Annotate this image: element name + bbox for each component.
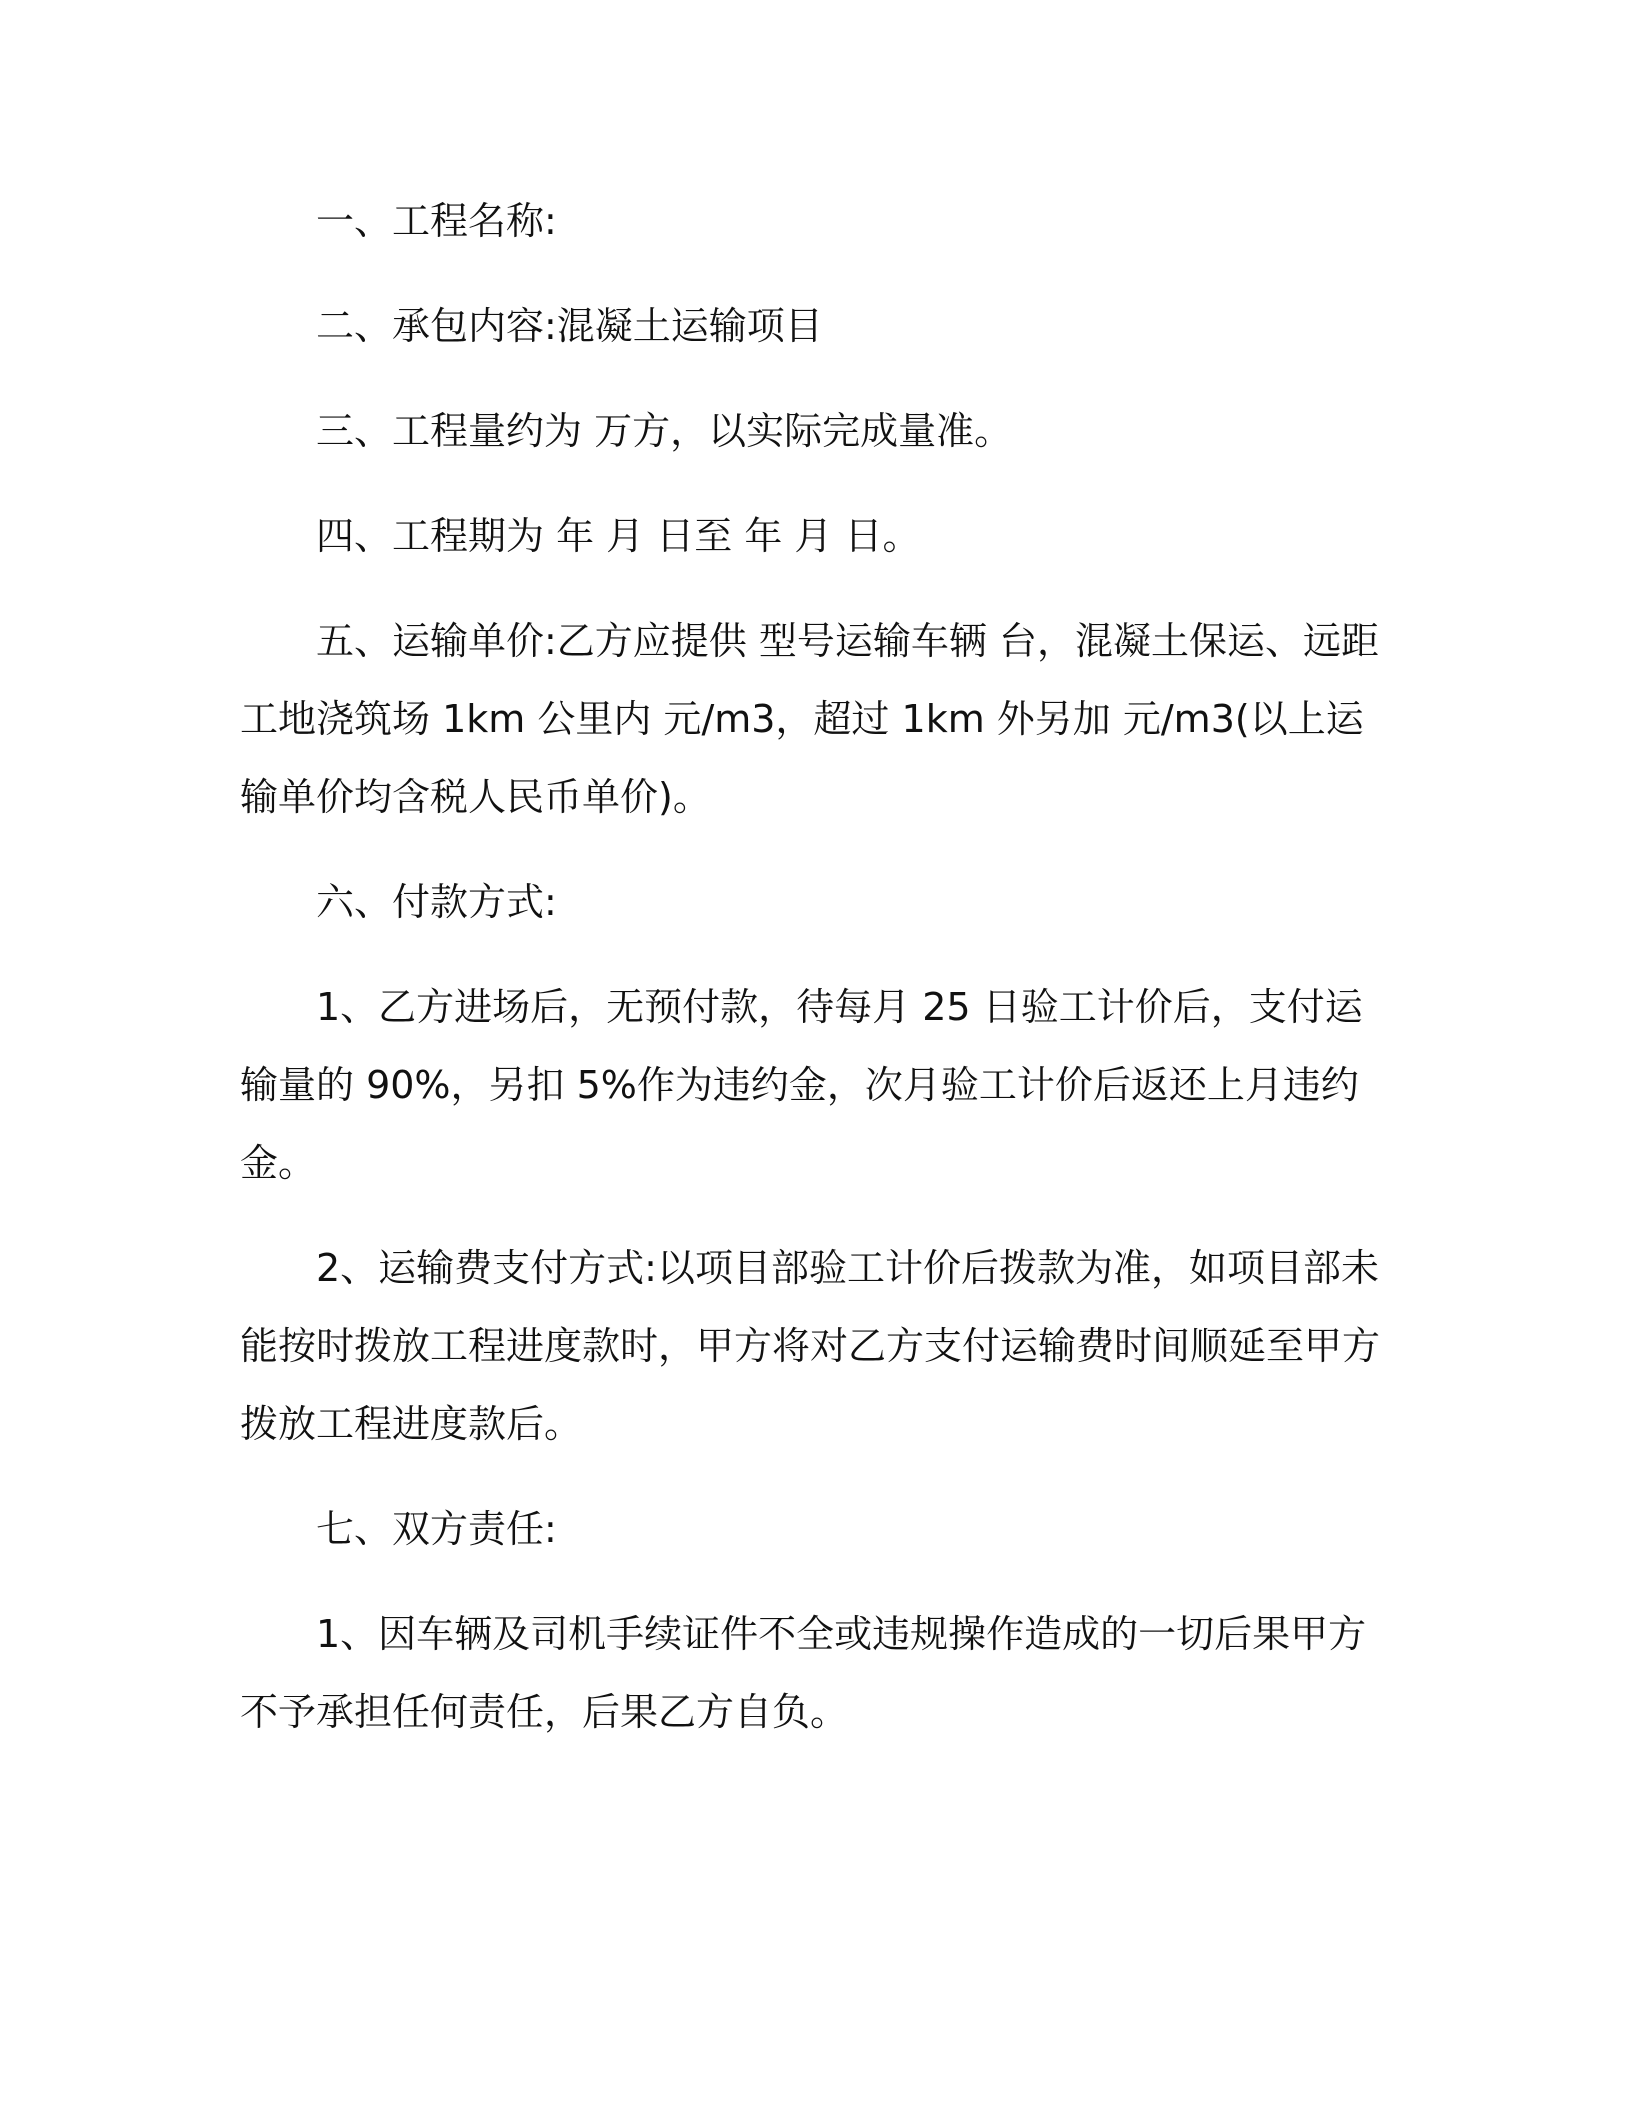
document-body: [240, 182, 1398, 1751]
section-payment-method: 六、付款方式:: [316, 880, 557, 924]
payment-clause-2: 2、运输费支付方式:以项目部验工计价后拨款为准，如项目部未能按时拨放工程进度款时，甲方将对乙方支付运输费时间顺延至甲方拨放工程进度款后。: [240, 1246, 1381, 1446]
section-contract-content: 二、承包内容:混凝土运输项目: [316, 304, 823, 348]
section-project-name: 一、工程名称:: [316, 199, 557, 243]
payment-clause-1: 1、乙方进场后，无预付款，待每月 25 日验工计价后，支付运输量的 90%，另扣 5%作为违约金，次月验工计价后返还上月违约金。: [240, 985, 1363, 1185]
responsibility-clause-1: 1、因车辆及司机手续证件不全或违规操作造成的一切后果甲方不予承担任何责任，后果乙方自负。: [240, 1612, 1367, 1734]
section-quantity: 三、工程量约为 万方，以实际完成量准。: [316, 409, 1013, 453]
section-responsibilities: 七、双方责任:: [316, 1507, 557, 1551]
section-schedule: 四、工程期为 年 月 日至 年 月 日。: [316, 514, 921, 558]
section-unit-price: 五、运输单价:乙方应提供 型号运输车辆 台，混凝土保运、远距工地浇筑场 1km 公里内 元/m3，超过 1km 外另加 元/m3(以上运输单价均含税人民币单价)。: [240, 619, 1379, 819]
